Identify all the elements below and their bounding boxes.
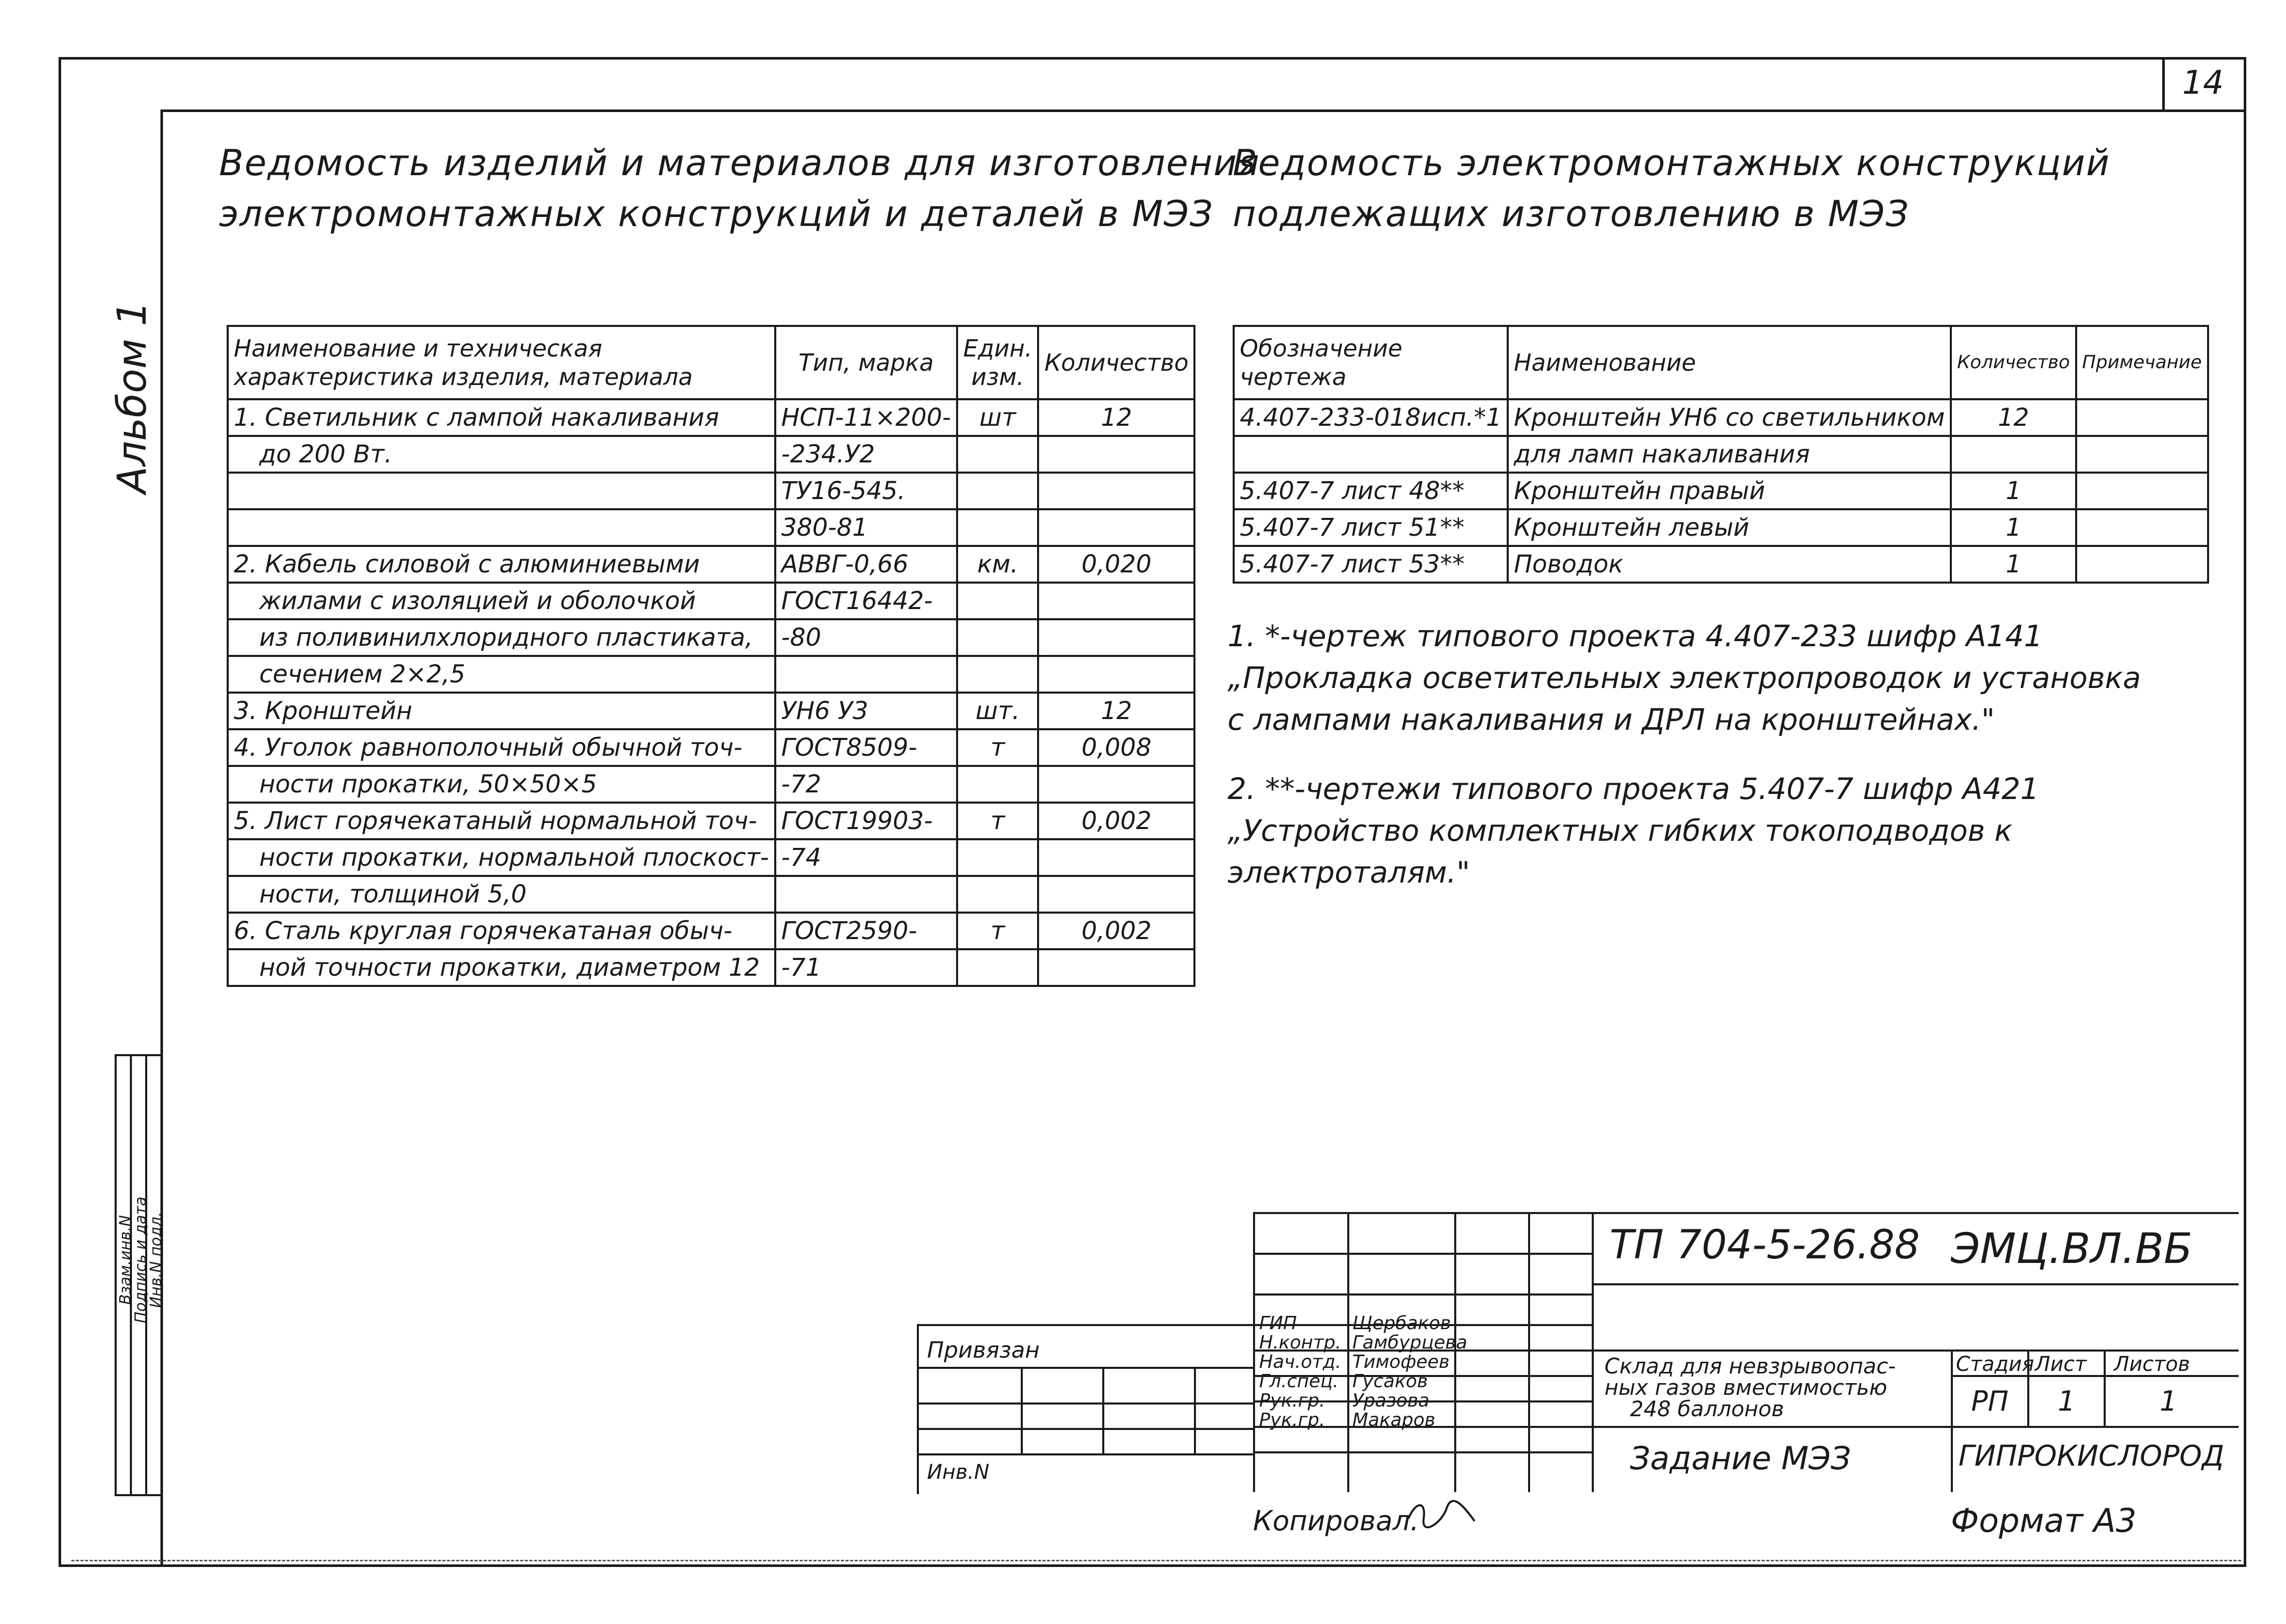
project-code: ТП 704-5-26.88: [1610, 1222, 1920, 1268]
format-label: Формат А3: [1951, 1502, 2137, 1540]
inventory-label: Инв.N: [927, 1461, 990, 1484]
materials-table-row: [228, 729, 1194, 766]
materials-table-row: [228, 839, 1194, 876]
note-1-line2: „Прокладка осветительных электропроводок и установка: [1228, 660, 2141, 695]
materials-cell-unit: [957, 766, 1038, 803]
materials-cell-name: до 200 Вт.: [228, 436, 775, 473]
materials-cell-name: сечением 2×2,5: [228, 656, 775, 693]
constructions-cell-name: Поводок: [1508, 546, 1951, 583]
materials-cell-type: ГОСТ16442-: [775, 583, 957, 619]
materials-cell-name: ности прокатки, нормальной плоскост-: [228, 839, 775, 876]
materials-cell-name: жилами с изоляцией и оболочкой: [228, 583, 775, 619]
materials-cell-qty: [1038, 949, 1194, 986]
materials-table-row: [228, 656, 1194, 693]
constructions-cell-qty: 1: [1951, 473, 2076, 509]
materials-cell-qty: [1038, 473, 1194, 509]
materials-table-row: [228, 583, 1194, 619]
constructions-table-body: [1234, 399, 2208, 583]
materials-cell-name: 5. Лист горячекатаный нормальной точ-: [228, 803, 775, 839]
album-label: Альбом 1: [110, 300, 155, 494]
header-unit: Един. изм.: [957, 326, 1038, 399]
constructions-cell-code: 5.407-7 лист 48**: [1234, 473, 1508, 509]
materials-cell-name: 2. Кабель силовой с алюминиевыми: [228, 546, 775, 583]
materials-cell-name: 1. Светильник с лампой накаливания: [228, 399, 775, 436]
constructions-table-row: [1234, 436, 2208, 473]
constructions-table-row: [1234, 473, 2208, 509]
stage-label: Стадия: [1956, 1353, 2034, 1376]
materials-cell-type: УН6 У3: [775, 693, 957, 729]
header-name: Наименование и техническая характеристика изделия, материала: [228, 326, 775, 399]
strip-inventory-label: Инв.N подл.: [147, 1212, 165, 1308]
materials-cell-qty: [1038, 656, 1194, 693]
header-construction-qty: Количество: [1951, 326, 2076, 399]
materials-table-row: [228, 913, 1194, 949]
stamp-name: Гусаков: [1352, 1371, 1428, 1392]
materials-cell-type: ГОСТ2590-: [775, 913, 957, 949]
materials-cell-qty: [1038, 839, 1194, 876]
materials-cell-qty: [1038, 583, 1194, 619]
constructions-cell-note: [2076, 509, 2208, 546]
constructions-table-row: [1234, 399, 2208, 436]
materials-cell-unit: [957, 473, 1038, 509]
materials-cell-name: 6. Сталь круглая горячекатаная обыч-: [228, 913, 775, 949]
materials-cell-qty: [1038, 766, 1194, 803]
constructions-cell-qty: 12: [1951, 399, 2076, 436]
materials-cell-name: из поливинилхлоридного пластиката,: [228, 619, 775, 656]
materials-cell-name: ности, толщиной 5,0: [228, 876, 775, 913]
constructions-cell-qty: 1: [1951, 546, 2076, 583]
stamp-role: Рук.гр.: [1259, 1410, 1325, 1430]
constructions-cell-name: Кронштейн левый: [1508, 509, 1951, 546]
constructions-cell-code: 4.407-233-018исп.*1: [1234, 399, 1508, 436]
copied-by-label: Копировал.: [1253, 1505, 1419, 1537]
stamp-role: Рук.гр.: [1259, 1390, 1325, 1411]
materials-table-row: [228, 546, 1194, 583]
sheets-label: Листов: [2114, 1353, 2190, 1376]
materials-heading-line2: электромонтажных конструкций и деталей в МЭЗ: [219, 193, 1214, 235]
materials-cell-unit: [957, 949, 1038, 986]
materials-cell-name: [228, 509, 775, 546]
constructions-heading-line2: подлежащих изготовлению в МЭЗ: [1233, 193, 1910, 235]
constructions-cell-name: для ламп накаливания: [1508, 436, 1951, 473]
materials-table-row: [228, 399, 1194, 436]
note-2-line1: 2. **-чертежи типового проекта 5.407-7 шифр А421: [1228, 772, 2039, 806]
title-block: [927, 1212, 2239, 1492]
materials-table-row: [228, 619, 1194, 656]
object-name-line2: ных газов вместимостью: [1604, 1375, 1887, 1400]
bottom-dashed-line: [71, 1560, 2241, 1561]
materials-table-row: [228, 436, 1194, 473]
side-approval-strip: [115, 1054, 165, 1496]
sheet-label: Лист: [2035, 1353, 2087, 1376]
object-name: [1604, 1356, 1896, 1420]
bound-label: Привязан: [927, 1337, 1040, 1363]
copied-by-signature: [1406, 1498, 1477, 1529]
materials-cell-unit: шт.: [957, 693, 1038, 729]
materials-heading: [219, 137, 1260, 239]
materials-cell-type: 380-81: [775, 509, 957, 546]
stamp-role: ГИП: [1259, 1313, 1297, 1334]
header-construction-note: Примечание: [2076, 326, 2208, 399]
materials-cell-qty: 0,002: [1038, 913, 1194, 949]
materials-cell-unit: [957, 509, 1038, 546]
materials-cell-name: ной точности прокатки, диаметром 12: [228, 949, 775, 986]
materials-cell-type: -71: [775, 949, 957, 986]
materials-cell-qty: 0,002: [1038, 803, 1194, 839]
constructions-heading-line1: Ведомость электромонтажных конструкций: [1233, 142, 2111, 184]
constructions-table-row: [1234, 509, 2208, 546]
note-2: [1228, 768, 2039, 893]
document-code: ЭМЦ.ВЛ.ВБ: [1951, 1225, 2193, 1273]
materials-cell-unit: шт: [957, 399, 1038, 436]
header-construction-name: Наименование: [1508, 326, 1951, 399]
stamp-role: Н.контр.: [1259, 1332, 1342, 1353]
materials-cell-type: АВВГ-0,66: [775, 546, 957, 583]
constructions-cell-code: [1234, 436, 1508, 473]
header-type: Тип, марка: [775, 326, 957, 399]
materials-cell-unit: [957, 876, 1038, 913]
materials-cell-type: ТУ16-545.: [775, 473, 957, 509]
materials-cell-type: -72: [775, 766, 957, 803]
materials-table-header: [228, 326, 1194, 399]
constructions-heading: [1233, 137, 2110, 239]
materials-cell-qty: [1038, 876, 1194, 913]
document-name: Задание МЭЗ: [1630, 1440, 1851, 1477]
constructions-cell-note: [2076, 436, 2208, 473]
materials-cell-unit: км.: [957, 546, 1038, 583]
header-drawing-code: Обозначение чертежа: [1234, 326, 1508, 399]
constructions-cell-note: [2076, 546, 2208, 583]
materials-cell-name: 4. Уголок равнополочный обычной точ-: [228, 729, 775, 766]
materials-cell-unit: т: [957, 729, 1038, 766]
materials-cell-unit: [957, 656, 1038, 693]
materials-cell-name: [228, 473, 775, 509]
materials-table-row: [228, 509, 1194, 546]
materials-cell-qty: 12: [1038, 399, 1194, 436]
materials-cell-unit: [957, 839, 1038, 876]
strip-signature-label: Подпись и дата: [132, 1196, 150, 1324]
stamp-name: Макаров: [1352, 1410, 1436, 1430]
stage-value: РП: [1971, 1385, 2009, 1417]
materials-table-row: [228, 473, 1194, 509]
materials-cell-unit: [957, 436, 1038, 473]
materials-cell-qty: [1038, 436, 1194, 473]
stamp-role: Нач.отд.: [1259, 1352, 1342, 1372]
stamp-name: Щербаков: [1352, 1313, 1451, 1334]
object-name-line3: 248 баллонов: [1630, 1396, 1784, 1421]
header-qty: Количество: [1038, 326, 1194, 399]
materials-cell-unit: т: [957, 803, 1038, 839]
materials-cell-type: -234.У2: [775, 436, 957, 473]
materials-cell-type: [775, 656, 957, 693]
note-1-line1: 1. *-чертеж типового проекта 4.407-233 шифр А141: [1228, 619, 2043, 653]
object-name-line1: Склад для невзрывоопас-: [1604, 1354, 1896, 1379]
constructions-cell-qty: [1951, 436, 2076, 473]
note-1-line3: с лампами накаливания и ДРЛ на кронштейнах.": [1228, 702, 1995, 737]
note-1: [1228, 615, 2141, 740]
materials-cell-qty: 0,008: [1038, 729, 1194, 766]
materials-cell-type: -80: [775, 619, 957, 656]
materials-cell-unit: [957, 583, 1038, 619]
materials-table-row: [228, 949, 1194, 986]
materials-cell-type: [775, 876, 957, 913]
materials-table-body: [228, 399, 1194, 986]
organization-name: ГИПРОКИСЛОРОД: [1958, 1440, 2224, 1473]
constructions-cell-note: [2076, 473, 2208, 509]
constructions-table-header: [1234, 326, 2208, 399]
materials-table-row: [228, 876, 1194, 913]
constructions-cell-name: Кронштейн правый: [1508, 473, 1951, 509]
materials-cell-unit: [957, 619, 1038, 656]
constructions-table: [1233, 325, 2209, 584]
stamp-role: Гл.спец.: [1259, 1371, 1339, 1392]
materials-cell-name: 3. Кронштейн: [228, 693, 775, 729]
constructions-table-row: [1234, 546, 2208, 583]
note-2-line3: электроталям.": [1228, 855, 1470, 890]
materials-cell-qty: [1038, 619, 1194, 656]
materials-cell-qty: 12: [1038, 693, 1194, 729]
materials-cell-name: ности прокатки, 50×50×5: [228, 766, 775, 803]
materials-table: [227, 325, 1195, 987]
materials-cell-unit: т: [957, 913, 1038, 949]
strip-replaced-inv-label: Взам.инв.N: [117, 1215, 134, 1305]
materials-table-row: [228, 766, 1194, 803]
materials-cell-type: -74: [775, 839, 957, 876]
materials-cell-type: НСП-11×200-: [775, 399, 957, 436]
constructions-cell-code: 5.407-7 лист 51**: [1234, 509, 1508, 546]
sheets-value: 1: [2160, 1385, 2178, 1417]
materials-cell-type: ГОСТ19903-: [775, 803, 957, 839]
stamp-name: Гамбурцева: [1352, 1332, 1467, 1353]
stamp-name: Тимофеев: [1352, 1352, 1450, 1372]
constructions-cell-name: Кронштейн УН6 со светильником: [1508, 399, 1951, 436]
materials-cell-type: ГОСТ8509-: [775, 729, 957, 766]
constructions-cell-qty: 1: [1951, 509, 2076, 546]
constructions-cell-note: [2076, 399, 2208, 436]
sheet-number: 14: [2162, 57, 2241, 112]
note-2-line2: „Устройство комплектных гибких токоподводов к: [1228, 813, 2012, 848]
materials-table-row: [228, 693, 1194, 729]
materials-cell-qty: [1038, 509, 1194, 546]
constructions-cell-code: 5.407-7 лист 53**: [1234, 546, 1508, 583]
sheet-value: 1: [2058, 1385, 2076, 1417]
materials-cell-qty: 0,020: [1038, 546, 1194, 583]
stamp-name: Уразова: [1352, 1390, 1430, 1411]
materials-heading-line1: Ведомость изделий и материалов для изготовления: [219, 142, 1260, 184]
binding-grid: [917, 1324, 1255, 1494]
materials-table-row: [228, 803, 1194, 839]
